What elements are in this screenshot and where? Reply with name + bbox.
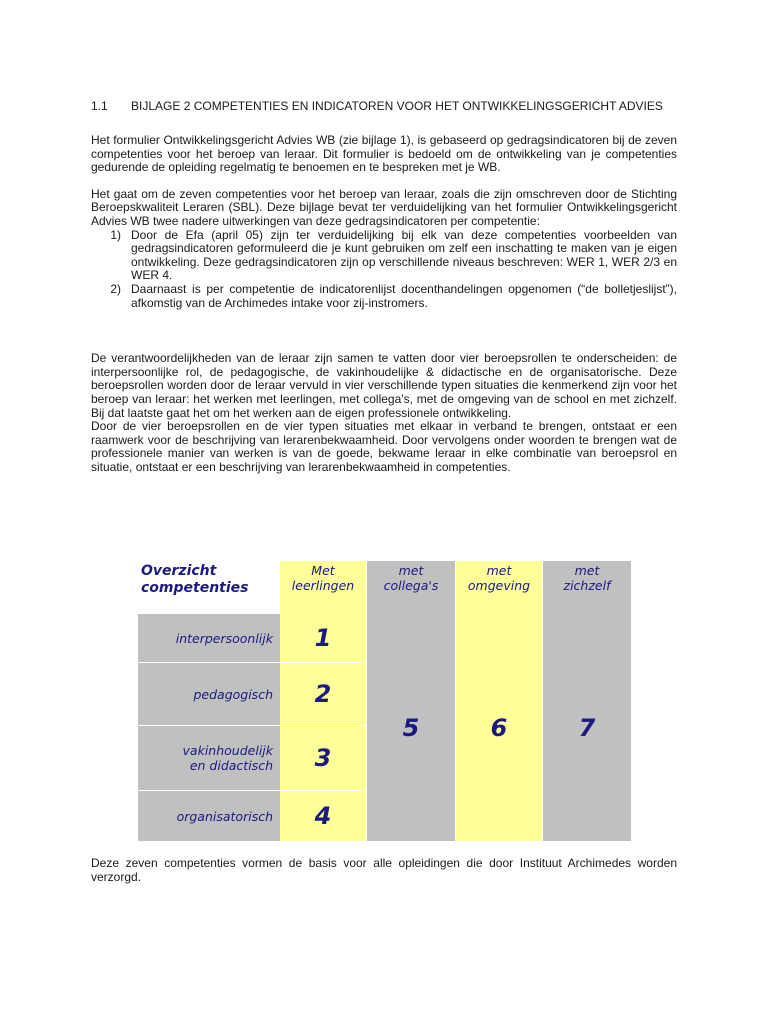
row-header-label: en didactisch — [189, 758, 273, 773]
heading-number: 1.1 — [91, 99, 108, 113]
column-header-line: zichzelf — [563, 578, 611, 593]
competence-number: 6 — [490, 713, 508, 742]
column-header-line: Met — [311, 563, 335, 578]
row-header-vakinhoudelijk — [138, 726, 280, 791]
column-header-line: omgeving — [467, 578, 531, 593]
paragraph-intro: Het formulier Ontwikkelingsgericht Advies WB (zie bijlage 1), is gebaseerd op gedragsindicatoren bij de zeven competenties voor het beroep van leraar. Dit formulier is bedoeld om de ontwikkeling van je competenties gedurende de opleiding regelmatig te benoemen en te bespreken met je WB. — [91, 133, 677, 175]
list-item — [91, 229, 677, 283]
row-header-pedagogisch — [138, 663, 280, 726]
row-header-interpersoonlijk — [138, 614, 280, 663]
column-header-zichzelf — [543, 561, 631, 614]
list-item-number: 2) — [110, 281, 121, 296]
competence-cell-2 — [280, 663, 367, 726]
table-title-line: Overzicht — [141, 563, 217, 579]
competence-number: 7 — [578, 713, 596, 742]
column-header-collegas — [367, 561, 456, 614]
column-header-line: met — [486, 563, 512, 578]
row-header-label: vakinhoudelijk — [182, 743, 273, 758]
list-item-text: Door de Efa (april 05) zijn ter verduidelijking bij elk van deze competenties voorbeelden van gedragsindicatoren geformuleerd die je kunt gebruiken om zelf een inschatting te maken van je eigen ontwikkeling. Deze gedragsindicatoren zijn op verschillende niveaus beschreven: WER 1, WER 2/3 en WER 4. — [131, 227, 677, 283]
row-header-label: pedagogisch — [193, 686, 273, 702]
table-title — [138, 561, 280, 614]
column-header-line: leerlingen — [291, 578, 355, 593]
list-item-number: 1) — [110, 227, 121, 242]
document-body — [91, 99, 677, 474]
competence-cell-7 — [543, 614, 631, 841]
column-header-line: collega's — [383, 578, 439, 593]
table-title-line: competenties — [141, 580, 249, 596]
paragraph-closing: Deze zeven competenties vormen de basis voor alle opleidingen die door Instituut Archimedes worden verzorgd. — [91, 856, 677, 884]
list-item — [91, 283, 677, 310]
row-header-organisatorisch — [138, 791, 280, 841]
competence-cell-5 — [367, 614, 456, 841]
column-header-line: met — [574, 563, 600, 578]
competence-cell-1 — [280, 614, 367, 663]
paragraph-competencies: Het gaat om de zeven competenties voor het beroep van leraar, zoals die zijn omschreven door de Stichting Beroepskwaliteit Leraren (SBL). Deze bijlage bevat ter verduidelijking van het formulier Ontwikkelingsgericht Advies WB twee nadere uitwerkingen van deze gedragsindicatoren per competentie: — [91, 186, 677, 228]
row-header-label: interpersoonlijk — [175, 630, 273, 646]
list-item-text: Daarnaast is per competentie de indicatorenlijst docenthandelingen opgenomen (“de bolletjeslijst”), afkomstig van de Archimedes intake voor zij-instromers. — [131, 281, 677, 310]
competence-cell-3 — [280, 726, 367, 791]
row-header-label: organisatorisch — [176, 808, 273, 824]
competence-number: 1 — [314, 624, 332, 652]
column-header-omgeving — [456, 561, 543, 614]
competence-number: 5 — [402, 713, 420, 742]
competencies-table — [138, 561, 631, 841]
column-header-leerlingen — [280, 561, 367, 614]
section-heading — [91, 99, 677, 113]
competence-cell-4 — [280, 791, 367, 841]
competence-number: 3 — [314, 744, 332, 772]
paragraph-roles: De verantwoordelijkheden van de leraar zijn samen te vatten door vier beroepsrollen te onderscheiden: de interpersoonlijke rol, de pedagogische, de vakinhoudelijke & didactische en de organisatorische. Deze beroepsrollen worden door de leraar vervuld in vier verschillende typen situaties die kenmerkend zijn voor het beroep van leraar: het werken met leerlingen, met collega's, met de omgeving van de school en met zichzelf. Bij dat laatste gaat het om het werken aan de eigen professionele ontwikkeling. — [91, 351, 677, 420]
paragraph-framework: Door de vier beroepsrollen en de vier typen situaties met elkaar in verband te brengen, ontstaat er een raamwerk voor de beschrijving van lerarenbekwaamheid. Door vervolgens onder woorden te brengen wat de professionele manier van werken is van de goede, bekwame leraar in elke combinatie van beroepsrol en situatie, ontstaat er een beschrijving van lerarenbekwaamheid in competenties. — [91, 419, 677, 474]
heading-text: BIJLAGE 2 COMPETENTIES EN INDICATOREN VOOR HET ONTWIKKELINGSGERICHT ADVIES — [131, 99, 663, 113]
competence-number: 4 — [314, 802, 332, 830]
column-header-line: met — [398, 563, 424, 578]
competence-cell-6 — [456, 614, 543, 841]
elaboration-list — [91, 229, 677, 311]
competence-number: 2 — [314, 680, 332, 708]
